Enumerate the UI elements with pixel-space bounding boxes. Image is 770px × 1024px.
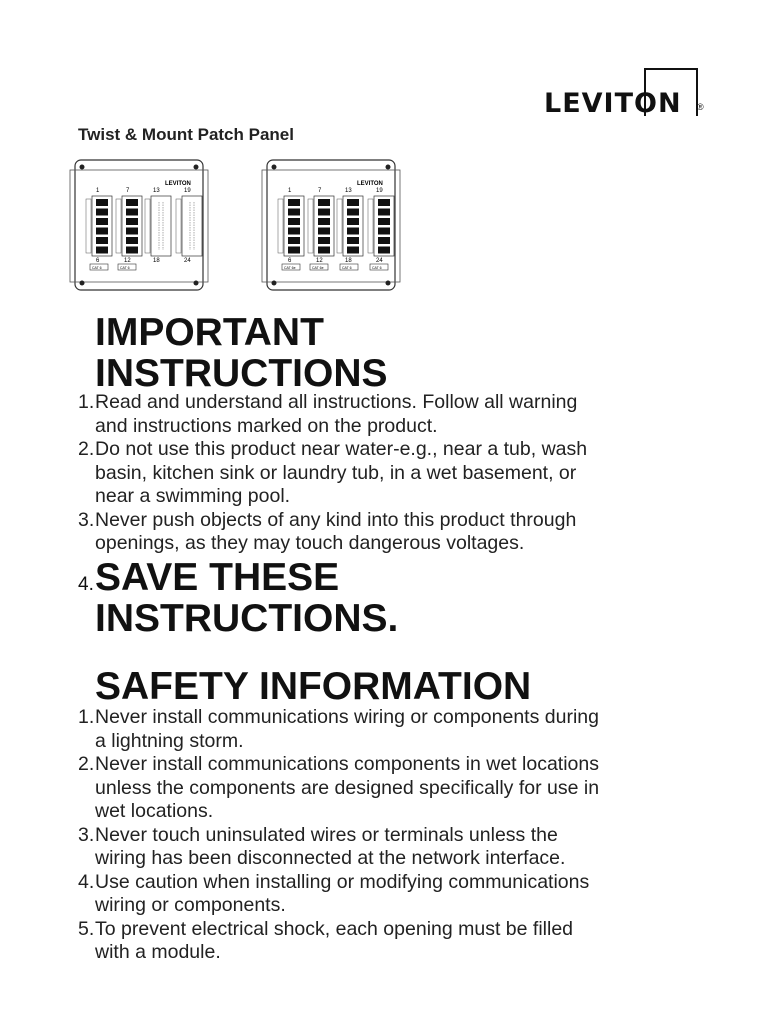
- item-number: 1.: [78, 706, 95, 728]
- screw-hole: [80, 165, 85, 170]
- screw-hole: [272, 165, 277, 170]
- list-item: [78, 438, 718, 509]
- panel-1-brand: LEVITON: [165, 181, 191, 187]
- rj45-jack: [318, 209, 330, 216]
- rj45-jack: [318, 247, 330, 254]
- port-number: 6: [288, 258, 292, 264]
- rj45-jack: [126, 237, 138, 244]
- item-number: 2.: [78, 753, 95, 775]
- port-number: 24: [376, 258, 383, 264]
- port-number: 13: [345, 188, 352, 194]
- port-number: 13: [153, 188, 160, 194]
- screw-hole: [80, 281, 85, 286]
- list-item: [78, 509, 718, 556]
- list-item: [78, 871, 718, 918]
- list-item: [78, 706, 718, 753]
- screw-hole: [386, 281, 391, 286]
- rj45-jack: [347, 199, 359, 206]
- rj45-jack: [378, 218, 390, 225]
- list-item: [78, 391, 718, 438]
- patch-panel-illustrations: [0, 0, 770, 310]
- jack-column: [151, 196, 171, 256]
- rj45-jack: [378, 199, 390, 206]
- rj45-jack: [378, 228, 390, 235]
- item-text: Never touch uninsulated wires or terminals unless the wiring has been disconnected at the network interface.: [95, 823, 566, 869]
- registered-mark: ®: [697, 102, 704, 112]
- item-number: 2.: [78, 438, 95, 460]
- item-number: 5.: [78, 917, 95, 940]
- rj45-jack: [378, 237, 390, 244]
- rj45-jack: [96, 199, 108, 206]
- rj45-jack: [347, 237, 359, 244]
- wire-guide: [278, 199, 283, 253]
- rj45-jack: [126, 199, 138, 206]
- rj45-jack: [347, 209, 359, 216]
- wire-guide: [308, 199, 313, 253]
- rj45-jack: [318, 218, 330, 225]
- list-item: [78, 753, 718, 824]
- item-text: Use caution when installing or modifying communications wiring or components.: [95, 870, 590, 916]
- product-title: Twist & Mount Patch Panel: [78, 125, 294, 144]
- rj45-jack: [378, 209, 390, 216]
- important-instructions-list: [78, 391, 718, 556]
- item-text: Never install communications components in wet locations unless the components are designed specifically for use in wet locations.: [95, 753, 600, 822]
- rj45-jack: [96, 209, 108, 216]
- rj45-jack: [126, 209, 138, 216]
- cat-label-text: CAT 6: [372, 266, 382, 270]
- wire-guide: [337, 199, 342, 253]
- item-text: Read and understand all instructions. Follow all warning and instructions marked on the product.: [95, 391, 578, 437]
- rj45-jack: [288, 228, 300, 235]
- rj45-jack: [126, 247, 138, 254]
- rj45-jack: [96, 247, 108, 254]
- port-number: 1: [288, 188, 292, 194]
- wire-guide: [86, 199, 91, 253]
- screw-hole: [194, 165, 199, 170]
- cat-label-text: CAT 6: [92, 266, 102, 270]
- port-number: 19: [376, 188, 383, 194]
- rj45-jack: [288, 199, 300, 206]
- rj45-jack: [347, 228, 359, 235]
- patch-panel-2: [262, 160, 400, 290]
- item-number: 3.: [78, 508, 95, 531]
- item-number: 4.: [78, 574, 94, 595]
- port-number: 18: [153, 258, 160, 264]
- rj45-jack: [347, 218, 359, 225]
- patch-panel-1: [70, 160, 208, 290]
- port-number: 6: [96, 258, 100, 264]
- cat-label-text: CAT 6: [342, 266, 352, 270]
- port-number: 1: [96, 188, 100, 194]
- rj45-jack: [288, 209, 300, 216]
- item-number: 3.: [78, 823, 95, 846]
- jack-column: [182, 196, 202, 256]
- rj45-jack: [126, 228, 138, 235]
- port-number: 12: [124, 258, 131, 264]
- screw-hole: [386, 165, 391, 170]
- screw-hole: [272, 281, 277, 286]
- wire-guide: [145, 199, 150, 253]
- rj45-jack: [347, 247, 359, 254]
- item-number: 4.: [78, 870, 95, 893]
- save-instructions-text: SAVE THESE INSTRUCTIONS.: [95, 556, 399, 640]
- cat-label-text: CAT 6e: [312, 266, 324, 270]
- cat-label-text: CAT 6: [120, 266, 130, 270]
- wire-guide: [116, 199, 121, 253]
- rj45-jack: [96, 218, 108, 225]
- screw-hole: [194, 281, 199, 286]
- rj45-jack: [288, 247, 300, 254]
- port-number: 19: [184, 188, 191, 194]
- rj45-jack: [288, 218, 300, 225]
- port-number: 12: [316, 258, 323, 264]
- item-text: To prevent electrical shock, each opening must be filled with a module.: [95, 917, 574, 963]
- item-text: Never install communications wiring or components during a lightning storm.: [95, 706, 599, 752]
- item-text: Never push objects of any kind into this product through openings, as they may touch dangerous voltages.: [95, 508, 577, 554]
- panel-2-brand: LEVITON: [357, 181, 383, 187]
- rj45-jack: [378, 247, 390, 254]
- rj45-jack: [96, 228, 108, 235]
- port-number: 24: [184, 258, 191, 264]
- rj45-jack: [96, 237, 108, 244]
- important-instructions-heading: IMPORTANT INSTRUCTIONS: [95, 311, 388, 395]
- rj45-jack: [318, 228, 330, 235]
- rj45-jack: [318, 199, 330, 206]
- port-number: 18: [345, 258, 352, 264]
- logo-wordmark: LEVITON: [544, 88, 682, 119]
- list-item: [78, 824, 718, 871]
- cat-label-text: CAT 6e: [284, 266, 296, 270]
- item-number: 1.: [78, 391, 95, 413]
- rj45-jack: [288, 237, 300, 244]
- wire-guide: [176, 199, 181, 253]
- rj45-jack: [318, 237, 330, 244]
- item-text: Do not use this product near water-e.g., near a tub, wash basin, kitchen sink or laundry tub, in a wet basement, or near a swimming pool.: [95, 438, 588, 507]
- rj45-jack: [126, 218, 138, 225]
- wire-guide: [368, 199, 373, 253]
- safety-information-heading: SAFETY INFORMATION: [95, 665, 532, 708]
- safety-information-list: [78, 706, 718, 965]
- port-number: 7: [126, 188, 130, 194]
- list-item: [78, 918, 718, 965]
- port-number: 7: [318, 188, 322, 194]
